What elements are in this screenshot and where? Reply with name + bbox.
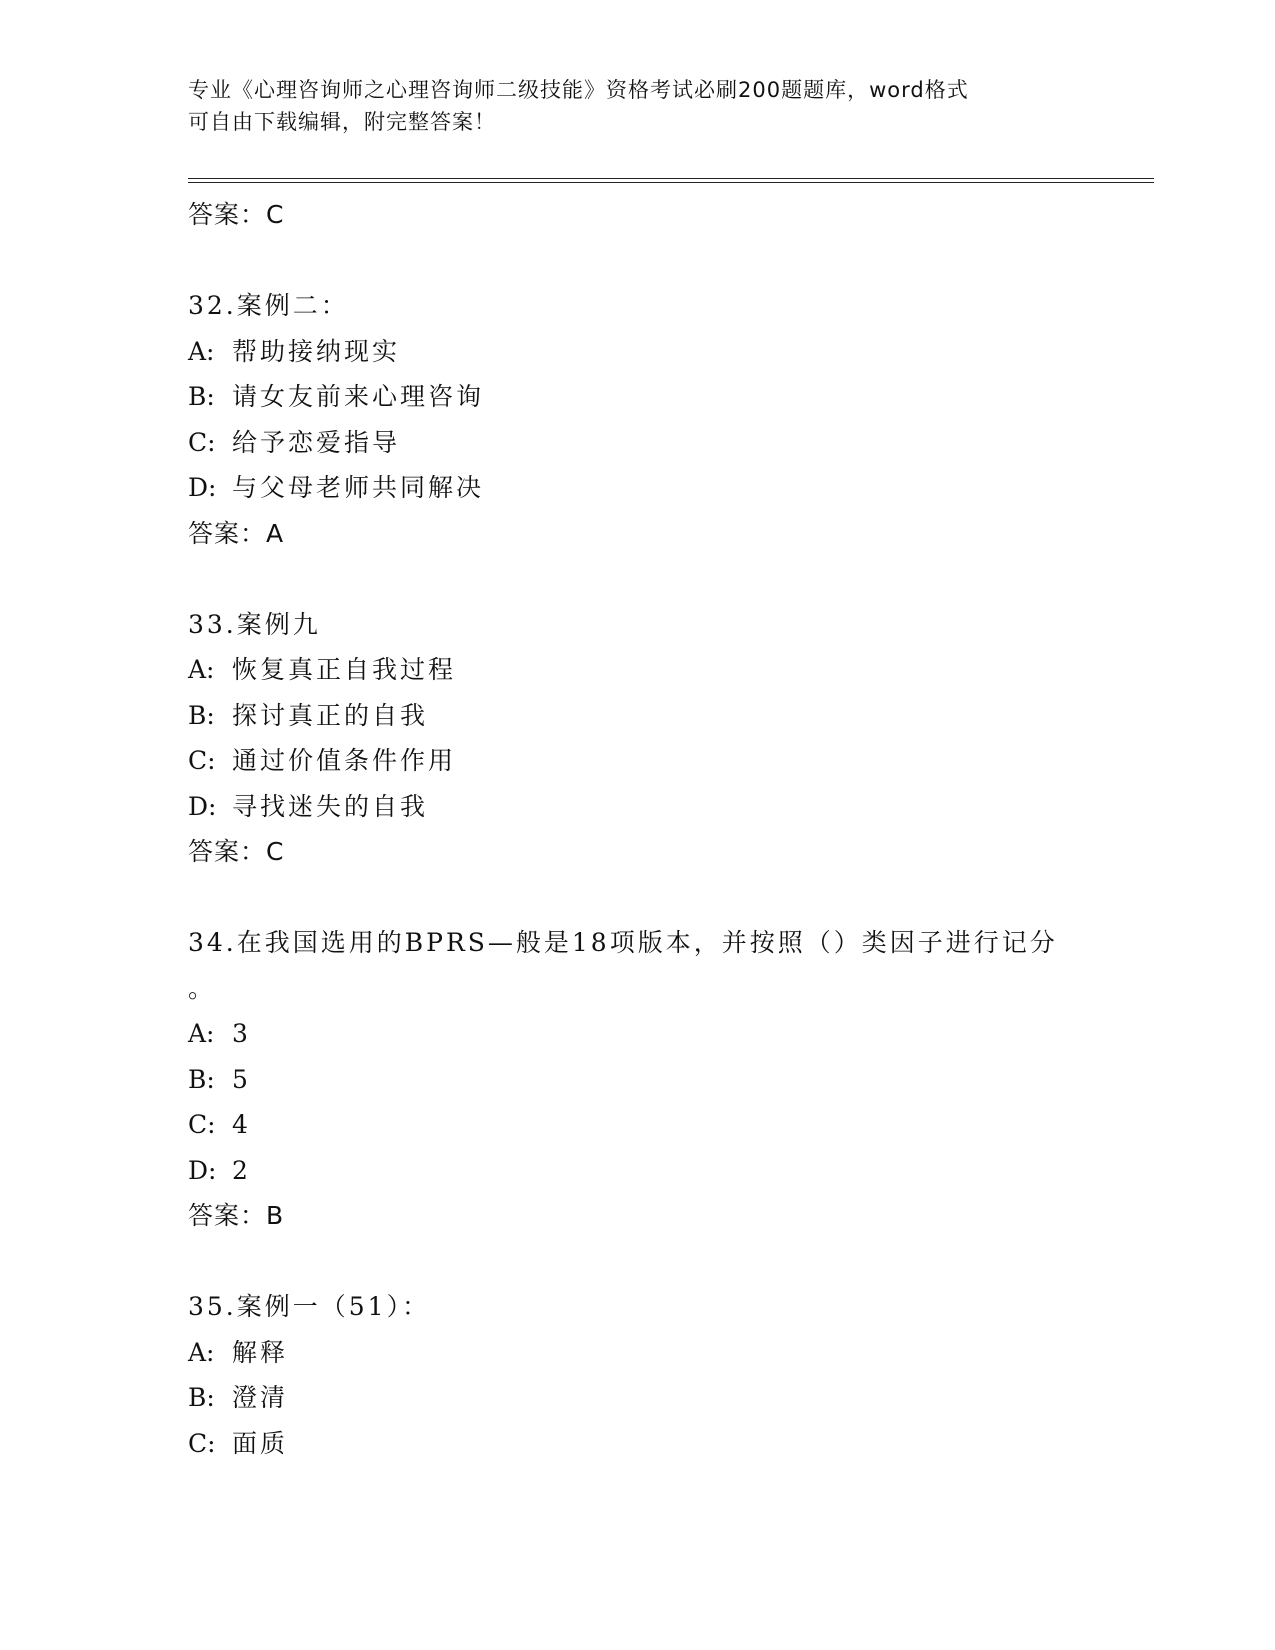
question-stem: 34.在我国选用的BPRS—般是18项版本，并按照（）类因子进行记分 bbox=[188, 928, 1058, 957]
answer-line: 答案：C bbox=[188, 837, 285, 866]
option-label: A: bbox=[188, 336, 215, 366]
option-b bbox=[188, 693, 1088, 739]
answer-line: 答案：B bbox=[188, 1201, 285, 1230]
header-double-rule bbox=[188, 178, 1154, 183]
option-a bbox=[188, 1330, 1088, 1376]
option-d bbox=[188, 1148, 1088, 1194]
option-text: 4 bbox=[232, 1110, 251, 1139]
header-line-2: 可自由下载编辑，附完整答案！ bbox=[188, 110, 496, 134]
option-c bbox=[188, 738, 1088, 784]
option-label: D: bbox=[188, 791, 217, 821]
option-text: 与父母老师共同解决 bbox=[232, 473, 485, 502]
option-a bbox=[188, 329, 1088, 375]
answer-line: 答案：C bbox=[188, 200, 285, 229]
option-b bbox=[188, 1057, 1088, 1103]
option-label: C: bbox=[188, 427, 216, 457]
option-text: 帮助接纳现实 bbox=[232, 336, 401, 366]
question-list bbox=[188, 192, 1088, 1466]
question-stem: 35.案例一（51）： bbox=[188, 1292, 431, 1321]
header-line-1: 专业《心理咨询师之心理咨询师二级技能》资格考试必刷200题题库，word格式 bbox=[188, 78, 969, 102]
option-text: 澄清 bbox=[232, 1383, 289, 1412]
option-label: A: bbox=[188, 1337, 215, 1367]
option-label: B: bbox=[188, 1064, 215, 1094]
option-text: 寻找迷失的自我 bbox=[232, 791, 429, 821]
spacer bbox=[188, 875, 1088, 921]
option-c bbox=[188, 420, 1088, 466]
option-c bbox=[188, 1421, 1088, 1467]
option-b bbox=[188, 374, 1088, 420]
option-a bbox=[188, 1011, 1088, 1057]
question-stem: 33.案例九 bbox=[188, 609, 321, 639]
option-text: 请女友前来心理咨询 bbox=[232, 382, 485, 411]
option-b bbox=[188, 1375, 1088, 1421]
option-label: D: bbox=[188, 473, 217, 502]
option-label: C: bbox=[188, 1110, 216, 1139]
option-label: A: bbox=[188, 1019, 215, 1048]
option-text: 2 bbox=[232, 1155, 251, 1185]
option-text: 5 bbox=[232, 1064, 251, 1094]
option-text: 恢复真正自我过程 bbox=[232, 655, 457, 684]
question-stem-continuation: 。 bbox=[188, 973, 217, 1003]
spacer bbox=[188, 556, 1088, 602]
option-text: 3 bbox=[232, 1019, 251, 1048]
spacer bbox=[188, 1239, 1088, 1285]
answer-line: 答案：A bbox=[188, 518, 285, 548]
option-text: 探讨真正的自我 bbox=[232, 700, 429, 730]
option-text: 通过价值条件作用 bbox=[232, 746, 457, 775]
option-label: B: bbox=[188, 382, 215, 411]
option-a bbox=[188, 647, 1088, 693]
option-text: 给予恋爱指导 bbox=[232, 427, 401, 457]
option-d bbox=[188, 465, 1088, 511]
spacer bbox=[188, 238, 1088, 284]
option-label: D: bbox=[188, 1155, 217, 1185]
option-d bbox=[188, 784, 1088, 830]
option-c bbox=[188, 1102, 1088, 1148]
option-label: B: bbox=[188, 1383, 215, 1412]
question-stem: 32.案例二： bbox=[188, 291, 349, 320]
option-text: 解释 bbox=[232, 1337, 289, 1367]
option-text: 面质 bbox=[232, 1428, 289, 1458]
option-label: B: bbox=[188, 700, 215, 730]
document-header bbox=[188, 74, 1068, 138]
option-label: C: bbox=[188, 1428, 216, 1458]
option-label: C: bbox=[188, 746, 216, 775]
option-label: A: bbox=[188, 655, 215, 684]
